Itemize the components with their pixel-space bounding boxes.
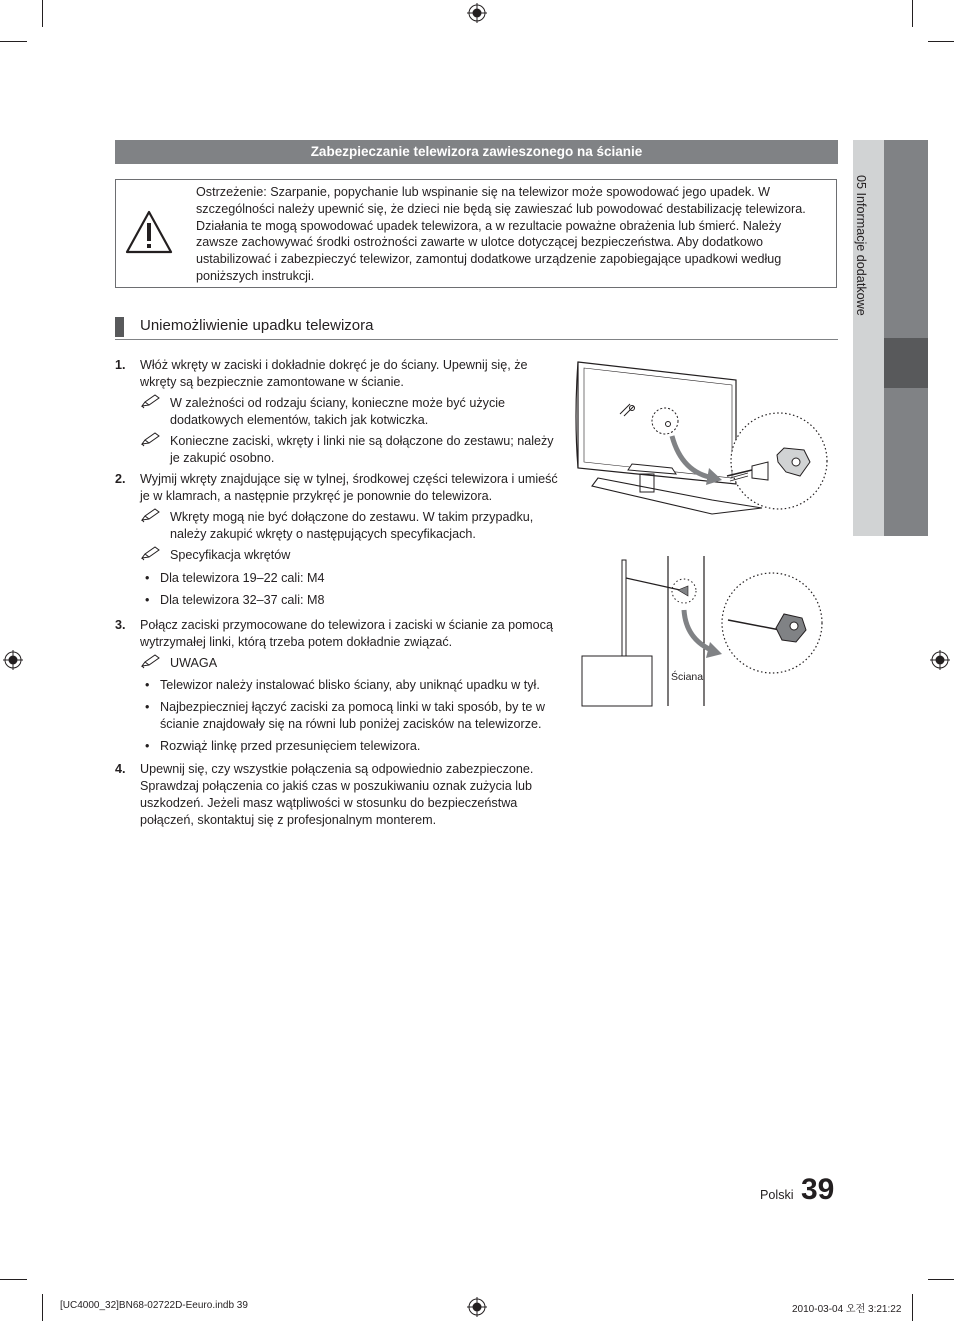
note-pencil-icon	[140, 545, 162, 561]
step-text: Włóż wkręty w zaciski i dokładnie dokręć je do ściany. Upewnij się, że wkręty są bezpiecznie zamontowane w ścianie.	[140, 358, 528, 389]
note-text: Wkręty mogą nie być dołączone do zestawu. W takim przypadku, należy zakupić wkręty o następujących specyfikacjach.	[170, 510, 534, 541]
bullet-dot: •	[145, 571, 150, 585]
bullet-item	[115, 570, 560, 587]
bullet-dot: •	[145, 593, 150, 607]
step-text: Połącz zaciski przymocowane do telewizora i zaciski w ścianie za pomocą wytrzymałej linki, którą trzeba potem dokładnie związać.	[140, 618, 553, 649]
bullet-item	[115, 592, 560, 609]
note-text: W zależności od rodzaju ściany, konieczne może być użycie dodatkowych elementów, takich jak kotwiczka.	[170, 396, 506, 427]
warning-body: : Szarpanie, popychanie lub wspinanie się na telewizor może spowodować jego upadek. W szczególności należy upewnić się, że dzieci nie będą się zawieszać lub powodować destabilizację telewizora. Działania te mogą spowodować upadek telewizora, a w rezultacie poważne obrażenia lub śmierć. Należy zawsze zachowywać środki ostrożności zawarte w ulotce dotyczącej bezpieczeństwa. Aby dodatkowo ustabilizować i zabezpieczyć telewizor, zamontuj dodatkowe urządzenie zapobiegające upadkowi według poniższych instrukcji.	[196, 185, 806, 283]
note	[140, 547, 560, 564]
crop-mark	[912, 0, 913, 27]
note-pencil-icon	[140, 431, 162, 447]
section-title: Zabezpieczanie telewizora zawieszonego na ścianie	[115, 140, 838, 164]
registration-mark-icon	[3, 650, 23, 670]
step-number: 1.	[115, 358, 126, 372]
subsection-title: Uniemożliwienie upadku telewizora	[140, 317, 374, 334]
page-number: 39	[801, 1173, 835, 1206]
bullet-dot: •	[145, 678, 150, 692]
bullet-text: Rozwiąż linkę przed przesunięciem telewizora.	[160, 739, 421, 753]
step	[115, 357, 560, 467]
instructions-continued	[115, 565, 560, 833]
step-text: Wyjmij wkręty znajdujące się w tylnej, środkowej części telewizora i umieść je w klamrach, a następnie przykręć je ponownie do telewizora.	[140, 472, 558, 503]
crop-mark	[0, 41, 27, 42]
wall-label: Ściana	[671, 671, 704, 683]
subsection-marker	[115, 317, 124, 337]
bullet-dot: •	[145, 739, 150, 753]
note-text: UWAGA	[170, 656, 218, 670]
bullet-item	[115, 677, 560, 694]
crop-mark	[928, 41, 954, 42]
step-number: 2.	[115, 472, 126, 486]
crop-mark	[42, 1294, 43, 1321]
note	[140, 433, 560, 467]
note	[140, 509, 560, 543]
step	[115, 761, 560, 829]
warning-triangle-icon	[124, 209, 174, 255]
step	[115, 617, 560, 755]
bullet-item	[115, 699, 560, 733]
side-tab-label: 05 Informacje dodatkowe	[854, 175, 868, 316]
step-text: Upewnij się, czy wszystkie połączenia są odpowiednio zabezpieczone. Sprawdzaj połączenia co jakiś czas w poszukiwaniu oznak zużycia lub uszkodzeń. Jeżeli masz wątpliwości w stosunku do bezpieczeństwa połączeń, skontaktuj się z profesjonalnym monterem.	[140, 762, 534, 827]
slug-file: [UC4000_32]BN68-02722D-Eeuro.indb 39	[60, 1300, 248, 1311]
subsection-divider	[115, 339, 838, 340]
bullet-text: Dla telewizora 32–37 cali: M8	[160, 593, 325, 607]
bullet-text: Dla telewizora 19–22 cali: M4	[160, 571, 325, 585]
note	[140, 395, 560, 429]
tv-back-bracket-illustration	[572, 358, 830, 520]
warning-box	[115, 179, 837, 288]
tv-wall-cable-illustration	[580, 556, 830, 708]
crop-mark	[928, 1279, 954, 1280]
slug-date: 2010-03-04 오전 3:21:22	[792, 1304, 902, 1315]
registration-mark-icon	[467, 1297, 487, 1317]
step-number: 4.	[115, 762, 126, 776]
note-pencil-icon	[140, 507, 162, 523]
crop-mark	[0, 1279, 27, 1280]
note-pencil-icon	[140, 393, 162, 409]
bullet-dot: •	[145, 700, 150, 714]
registration-mark-icon	[930, 650, 950, 670]
warning-text	[196, 184, 826, 285]
instructions	[115, 357, 560, 568]
note	[140, 655, 560, 672]
crop-mark	[912, 1294, 913, 1321]
note-text: Konieczne zaciski, wkręty i linki nie są dołączone do zestawu; należy je zakupić osobno.	[170, 434, 554, 465]
footer-language: Polski	[760, 1188, 794, 1202]
crop-mark	[42, 0, 43, 27]
step	[115, 471, 560, 564]
side-tab-active-marker	[884, 338, 928, 388]
bullet-text: Najbezpieczniej łączyć zaciski za pomocą linki w taki sposób, by te w ścianie znajdowały się na równi lub poniżej zacisków na telewizorze.	[160, 700, 545, 731]
bullet-item	[115, 738, 560, 755]
note-pencil-icon	[140, 653, 162, 669]
bullet-text: Telewizor należy instalować blisko ściany, aby uniknąć upadku w tył.	[160, 678, 540, 692]
note-text: Specyfikacja wkrętów	[170, 548, 291, 562]
step-number: 3.	[115, 618, 126, 632]
registration-mark-icon	[467, 3, 487, 23]
warning-label: Ostrzeżenie	[196, 185, 264, 199]
